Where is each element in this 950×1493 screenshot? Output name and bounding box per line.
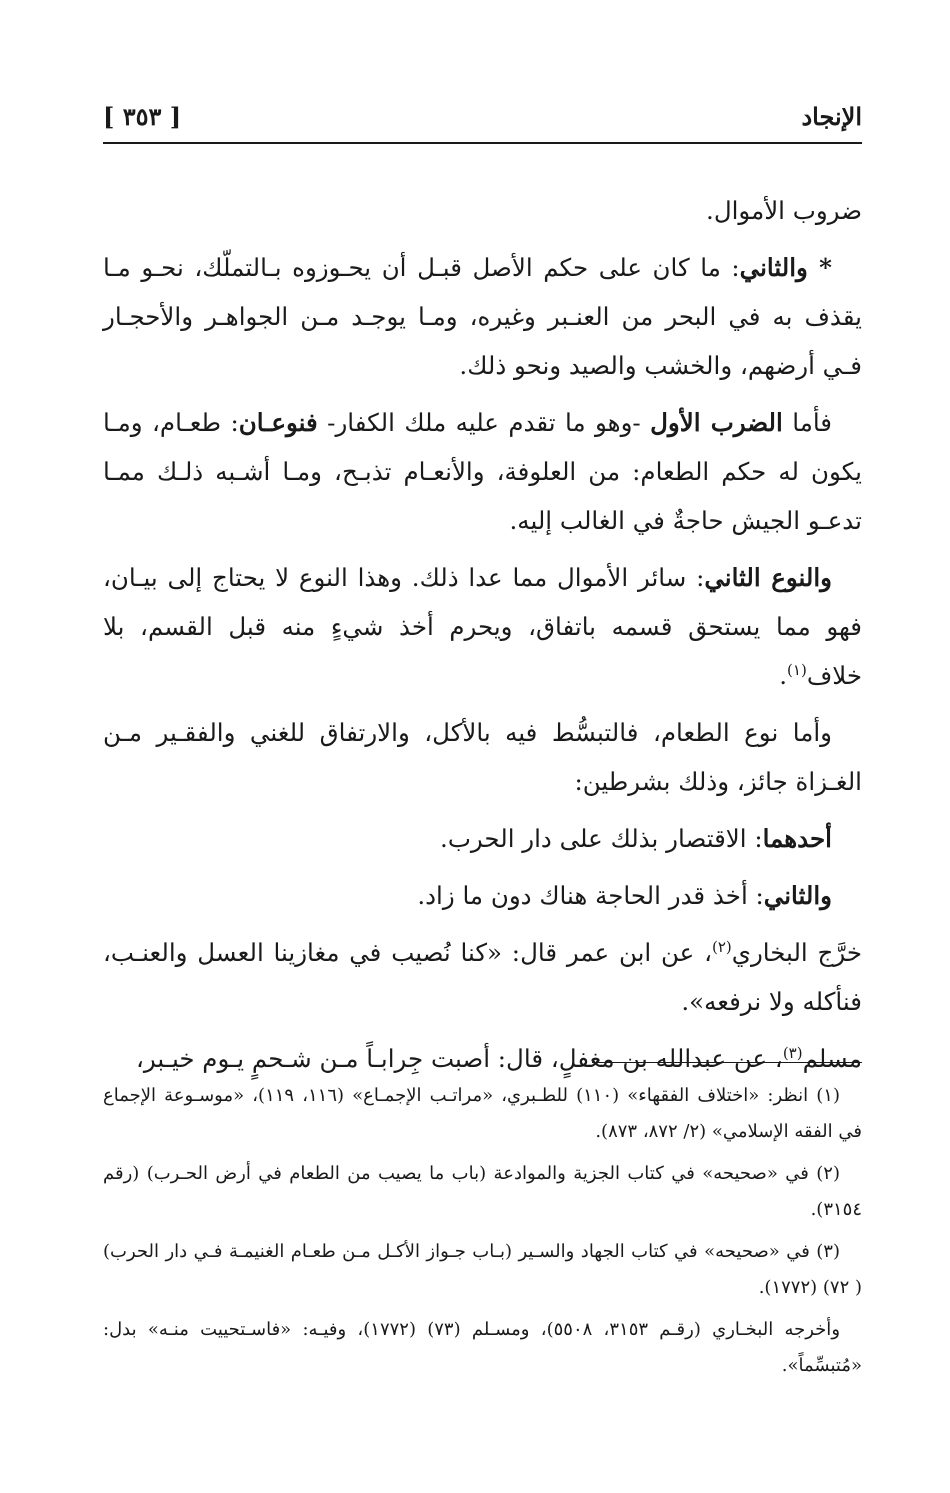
paragraph-text: وأما نوع الطعام، فالتبسُّط فيه بالأكل، والارتفاق للغني والفقـير مـن الغـزاة جائز، وذلك بشرطين: — [103, 718, 862, 796]
paragraph-text: : ما كان على حكم الأصل قبـل أن يحـوزوه بـالتملّك، نحـو مـا يقذف به في البحر من العنـبر وغيره، ومـا يوجـد مـن الجواهـر والأحجـار فـي أرضهم، والخشب والصيد ونحو ذلك. — [103, 253, 862, 380]
paragraph-text: ضروب الأموال. — [706, 196, 862, 225]
paragraph-5 — [103, 708, 862, 806]
paragraph-text: مسلم — [802, 1044, 862, 1073]
bold-heading: فنوعـان — [238, 408, 318, 437]
paragraph-1 — [103, 186, 862, 235]
bold-heading: والثاني — [763, 881, 832, 910]
paragraph-text: فأما — [782, 408, 832, 437]
paragraph-text: : سائر الأموال مما عدا ذلك. وهذا النوع لا يحتاج إلى بيـان، فهو مما يستحق قسمه باتفاق، ويحرم أخذ شيءٍ منه قبل القسم، بلا خلاف — [103, 563, 862, 690]
page-header — [103, 98, 862, 144]
paragraph-text: : الاقتصار بذلك على دار الحرب. — [440, 824, 763, 853]
footnotes — [103, 1078, 862, 1390]
footnote-3-continued: وأخرجه البخـاري (رقـم ٣١٥٣، ٥٥٠٨)، ومسـلم (٧٣) (١٧٧٢)، وفيـه: «فاسـتحييت منـه» بدل: «مُتبسِّماً». — [103, 1319, 862, 1376]
paragraph-8 — [103, 928, 862, 1026]
footnote-ref[interactable]: (١) — [787, 660, 807, 679]
footnote-3: (٣) في «صحيحه» في كتاب الجهاد والسـير (بـاب جـواز الأكـل مـن طعـام الغنيمـة فـي دار الحرب) ( ٧٢) (١٧٧٢). — [103, 1241, 862, 1298]
footnote-ref[interactable]: (٣) — [782, 1043, 803, 1062]
paragraph-text: : طعـام، ومـا يكون له حكم الطعام: من العلوفة، والأنعـام تذبـح، ومـا أشـبه ذلـك ممـا تدعـو الجيش حاجةٌ في الغالب إليه. — [103, 408, 862, 535]
footnote-1: (١) انظر: «اختلاف الفقهاء» (١١٠) للطـبري، «مراتـب الإجمـاع» (١١٦، ١١٩)، «موسـوعة الإجماع في الفقه الإسلامي» (٢/ ٨٧٢، ٨٧٣). — [103, 1085, 862, 1142]
paragraph-text: -وهو ما تقدم عليه ملك الكفار- — [317, 408, 651, 437]
paragraph-6 — [103, 814, 862, 863]
bold-heading: الضرب الأول — [650, 408, 783, 437]
paragraph-7 — [103, 871, 862, 920]
running-title: الإنجاد — [801, 102, 862, 131]
bold-heading: والنوع الثاني — [704, 563, 832, 592]
main-text — [103, 186, 862, 1091]
paragraph-text: . — [779, 661, 788, 690]
paragraph-4 — [103, 553, 862, 700]
footnote-separator — [592, 1062, 862, 1063]
paragraph-9 — [103, 1034, 862, 1083]
paragraph-3 — [103, 398, 862, 545]
bold-heading: * والثاني — [739, 253, 832, 282]
paragraph-text: ، عن عبدالله بن مغفلٍ، قال: أصبت جِرابـاً مـن شـحمٍ يـوم خيـبر، — [135, 1044, 783, 1073]
paragraph-text: ، عن ابن عمر قال: «كنا نُصيب في مغازينا العسل والعنـب، فنأكله ولا نرفعه». — [103, 938, 862, 1016]
bold-heading: أحدهما — [762, 824, 832, 853]
paragraph-text: خرَّج البخاري — [731, 938, 862, 967]
paragraph-2 — [103, 243, 862, 390]
footnote-2: (٢) في «صحيحه» في كتاب الجزية والموادعة (باب ما يصيب من الطعام في أرض الحـرب) (رقم ٣١٥٤). — [103, 1163, 862, 1220]
paragraph-text: : أخذ قدر الحاجة هناك دون ما زاد. — [417, 881, 764, 910]
page-number: [ ٣٥٣ ] — [103, 102, 182, 131]
footnote-ref[interactable]: (٢) — [711, 937, 732, 956]
